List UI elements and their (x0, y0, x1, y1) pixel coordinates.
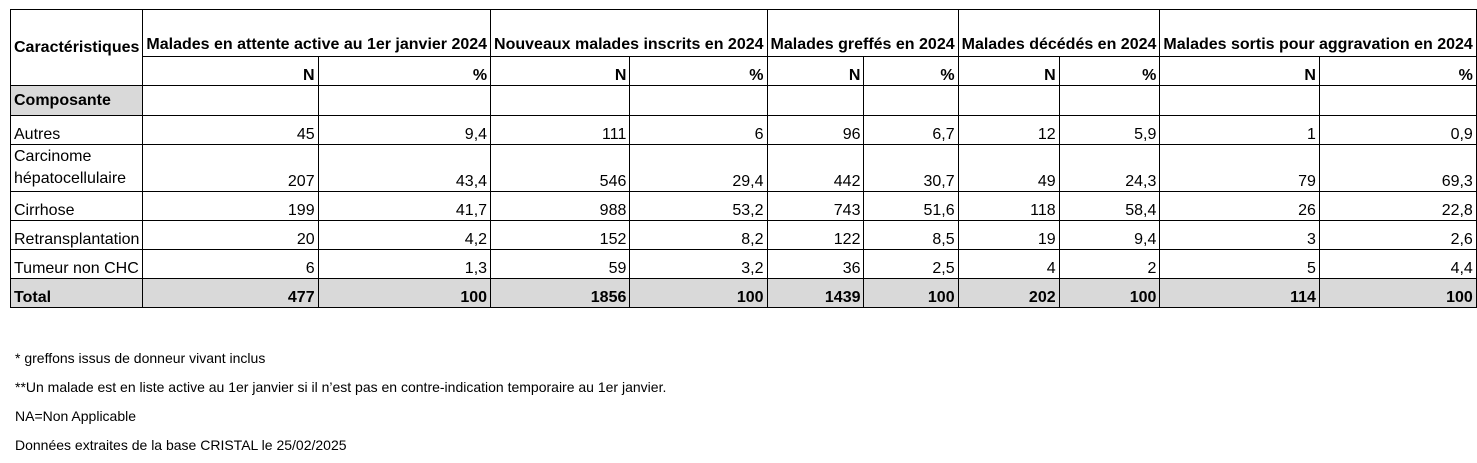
total-value: 1439 (767, 279, 864, 308)
total-value: 100 (318, 279, 490, 308)
cell-value: 6,7 (864, 116, 958, 145)
cell-value: 49 (958, 145, 1059, 192)
row-label: Tumeur non CHC (11, 250, 143, 279)
total-value: 1856 (491, 279, 630, 308)
footnote-active-list: **Un malade est en liste active au 1er janvier si il n’est pas en contre-indication temporaire au 1er janvier. (15, 379, 667, 395)
row-label: Carcinome hépatocellulaire (11, 145, 143, 192)
subheader-pct: % (1319, 57, 1476, 86)
cell-value: 988 (491, 192, 630, 221)
footnote-donor: * greffons issus de donneur vivant inclus (15, 350, 266, 366)
cell-value: 2,5 (864, 250, 958, 279)
total-value: 100 (1059, 279, 1160, 308)
header-row (11, 10, 1477, 57)
group-header-transplanted: Malades greffés en 2024 (767, 10, 958, 57)
cell-value: 5,9 (1059, 116, 1160, 145)
cell-value: 19 (958, 221, 1059, 250)
subheader-n: N (491, 57, 630, 86)
cell-value: 743 (767, 192, 864, 221)
cell-value: 26 (1160, 192, 1319, 221)
table-row (11, 116, 1477, 145)
characteristics-header: Caractéristiques (11, 10, 143, 86)
cell-value: 207 (143, 145, 318, 192)
cell-value: 3 (1160, 221, 1319, 250)
total-value: 114 (1160, 279, 1319, 308)
cell-value: 2 (1059, 250, 1160, 279)
cell-value: 8,2 (630, 221, 767, 250)
table-row (11, 145, 1477, 192)
cell-value: 45 (143, 116, 318, 145)
total-value: 202 (958, 279, 1059, 308)
footnote-na: NA=Non Applicable (15, 408, 137, 424)
total-value: 100 (630, 279, 767, 308)
cell-value: 6 (143, 250, 318, 279)
cell-value: 30,7 (864, 145, 958, 192)
row-label: Retransplantation (11, 221, 143, 250)
cell-value: 9,4 (318, 116, 490, 145)
subheader-n: N (1160, 57, 1319, 86)
total-value: 100 (1319, 279, 1476, 308)
cell-value: 69,3 (1319, 145, 1476, 192)
cell-value: 122 (767, 221, 864, 250)
group-header-new: Nouveaux malades inscrits en 2024 (491, 10, 767, 57)
cell-value: 12 (958, 116, 1059, 145)
subheader-n: N (958, 57, 1059, 86)
table-row (11, 221, 1477, 250)
subheader-pct: % (630, 57, 767, 86)
cell-value: 4 (958, 250, 1059, 279)
cell-value: 442 (767, 145, 864, 192)
subheader-pct: % (864, 57, 958, 86)
cell-value: 96 (767, 116, 864, 145)
table-row (11, 192, 1477, 221)
cell-value: 43,4 (318, 145, 490, 192)
total-value: 477 (143, 279, 318, 308)
cell-value: 1,3 (318, 250, 490, 279)
subheader-n: N (143, 57, 318, 86)
subheader-row (11, 57, 1477, 86)
cell-value: 2,6 (1319, 221, 1476, 250)
cell-value: 0,9 (1319, 116, 1476, 145)
cell-value: 5 (1160, 250, 1319, 279)
cell-value: 58,4 (1059, 192, 1160, 221)
subheader-pct: % (1059, 57, 1160, 86)
group-header-waiting: Malades en attente active au 1er janvier 2024 (143, 10, 491, 57)
cell-value: 79 (1160, 145, 1319, 192)
group-header-deceased: Malades décédés en 2024 (958, 10, 1160, 57)
total-value: 100 (864, 279, 958, 308)
cell-value: 51,6 (864, 192, 958, 221)
cell-value: 1 (1160, 116, 1319, 145)
cell-value: 111 (491, 116, 630, 145)
row-label: Cirrhose (11, 192, 143, 221)
section-label: Composante (11, 86, 143, 116)
cell-value: 22,8 (1319, 192, 1476, 221)
cell-value: 152 (491, 221, 630, 250)
table-row (11, 250, 1477, 279)
footnotes (15, 344, 666, 460)
cell-value: 24,3 (1059, 145, 1160, 192)
subheader-n: N (767, 57, 864, 86)
cell-value: 546 (491, 145, 630, 192)
total-row (11, 279, 1477, 308)
cell-value: 20 (143, 221, 318, 250)
data-table (10, 9, 1477, 308)
cell-value: 8,5 (864, 221, 958, 250)
cell-value: 6 (630, 116, 767, 145)
cell-value: 118 (958, 192, 1059, 221)
row-label: Autres (11, 116, 143, 145)
cell-value: 29,4 (630, 145, 767, 192)
total-label: Total (11, 279, 143, 308)
cell-value: 36 (767, 250, 864, 279)
cell-value: 9,4 (1059, 221, 1160, 250)
cell-value: 199 (143, 192, 318, 221)
cell-value: 53,2 (630, 192, 767, 221)
cell-value: 3,2 (630, 250, 767, 279)
subheader-pct: % (318, 57, 490, 86)
group-header-withdrawn: Malades sortis pour aggravation en 2024 (1160, 10, 1476, 57)
cell-value: 4,4 (1319, 250, 1476, 279)
footnote-source: Données extraites de la base CRISTAL le 25/02/2025 (15, 437, 347, 453)
cell-value: 41,7 (318, 192, 490, 221)
cell-value: 59 (491, 250, 630, 279)
section-row (11, 86, 1477, 116)
cell-value: 4,2 (318, 221, 490, 250)
